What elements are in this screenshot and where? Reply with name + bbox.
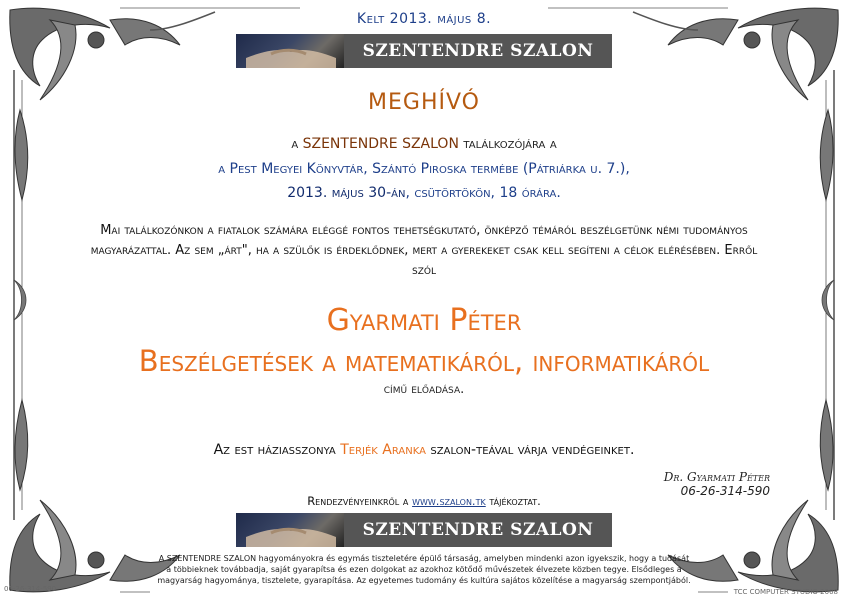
host-pre: Az est háziasszonya <box>213 442 336 458</box>
handshake-image <box>236 34 344 68</box>
footer-banner-brand: SZENTENDRE SZALON <box>362 520 594 540</box>
speaker-name: Gyarmati Péter <box>326 303 522 338</box>
signature-phone: 06-26-314-590 <box>680 484 770 498</box>
issue-date: Kelt 2013. május 8. <box>356 11 492 27</box>
corner-credit: TCC COMPUTER STUDIO 2008 <box>733 588 838 596</box>
invite-venue: a Pest Megyei Könyvtár, Szántó Piroska termébe (Pátriárka u. 7.), <box>218 161 630 177</box>
invite-line1 <box>0 136 848 152</box>
host-name: Terjék Aranka <box>340 442 426 458</box>
invite-datetime <box>0 185 848 201</box>
lecture-title: Beszélgetések a matematikáról, informatikáról <box>138 344 710 378</box>
info-post: tájékoztat. <box>489 494 541 508</box>
banner-brand: SZENTENDRE SZALON <box>362 41 594 61</box>
website-link[interactable]: www.szalon.tk <box>412 494 486 508</box>
handshake-icon <box>236 513 344 547</box>
handshake-image-footer <box>236 513 344 547</box>
line1-org: SZENTENDRE SZALON <box>302 136 459 152</box>
info-line <box>0 494 848 508</box>
invite-title: MEGHÍVÓ <box>368 90 480 115</box>
intro-paragraph: Mai találkozónkon a fiatalok számára eléggé fontos tehetségkutató, önképző témáról beszélgetünk némi tudományos magyarázattal. Az sem „árt", ha a szülők is érdeklődnek, mert a gyerekeket csak kell segíteni a célok elérésében. Erről szól <box>90 223 758 278</box>
header-banner <box>236 34 612 68</box>
line1-pre: a <box>291 136 299 152</box>
info-pre: Rendezvényeinkről a <box>307 494 409 508</box>
event-time: , csütörtökön, 18 órára. <box>405 185 561 201</box>
lecture-suffix: című előadása. <box>383 382 465 397</box>
footer-description: A SZENTENDRE SZALON hagyományokra és egymás tiszteletére épülő társaság, amelyben mindenki azon igyekszik, hogy a tudását a többieknek továbbadja, saját gyarapítsa és ezen dolgokat az azokhoz kötődő művészetek élvezete közben tegye. Elsődleges a magyarság hagyománya, tisztelete, gyarapítása. Az egyetemes tudomány és kultúra sajátos közelítése a magyarság szempontjából. <box>157 554 691 585</box>
handshake-icon <box>236 34 344 68</box>
line1-post: találkozójára a <box>463 136 557 152</box>
host-line <box>0 442 848 458</box>
event-date: 2013. május 30-án <box>287 185 406 201</box>
footer-banner <box>236 513 612 547</box>
host-post: szalon-teával várja vendégeinket. <box>430 442 635 458</box>
signature-name: Dr. Gyarmati Péter <box>663 470 770 484</box>
corner-phone: 06-26-314-590 <box>4 585 57 593</box>
